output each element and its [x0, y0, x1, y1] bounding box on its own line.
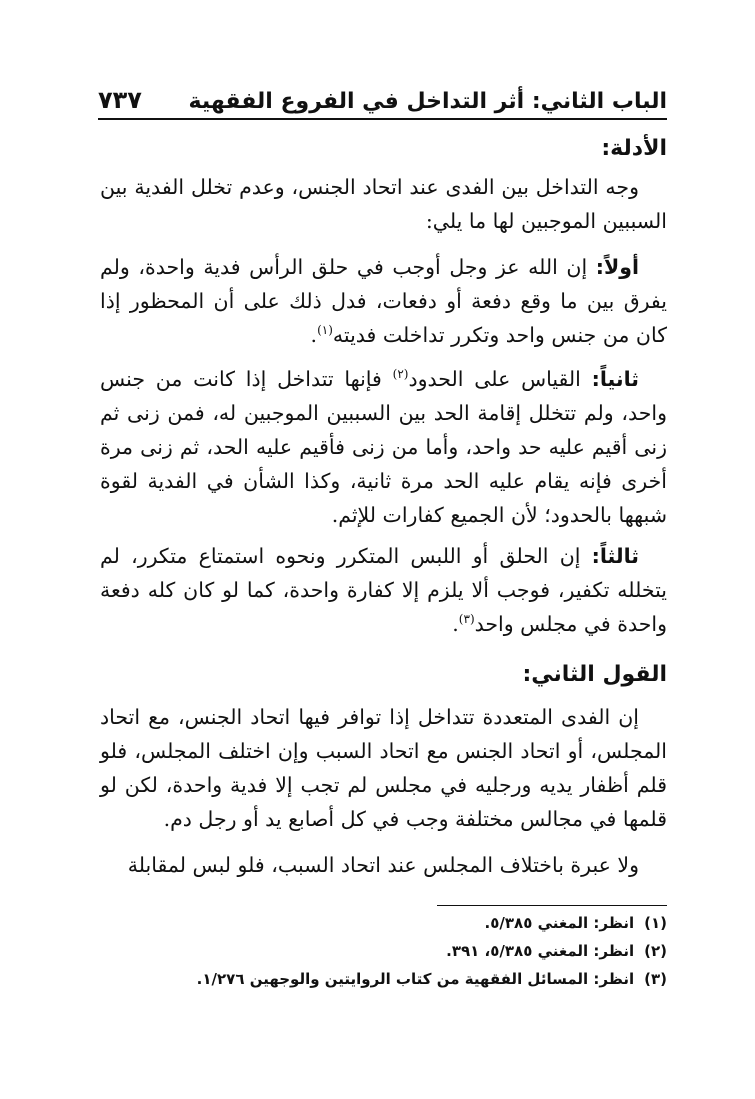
first-text: إن الله عز وجل أوجب في حلق الرأس فدية واحدة، ولم يفرق بين ما وقع دفعة أو دفعات، فدل ذلك على أن المحظور إذا كان من جنس واحد وتكرر تداخلت فديته	[100, 255, 667, 347]
evidence-heading: الأدلة:	[601, 136, 667, 161]
footnote-ref-2[interactable]: (٢)	[392, 367, 409, 382]
first-end: .	[310, 323, 318, 347]
footnote-2	[100, 942, 667, 960]
running-header	[98, 78, 667, 120]
third-end: .	[452, 612, 459, 636]
footnote-number: (٢)	[644, 942, 667, 960]
footnote-text: انظر: المغني ٥/٣٨٥.	[484, 914, 635, 932]
second-lead: ثانياً:	[591, 367, 639, 391]
third-lead: ثالثاً:	[591, 544, 639, 568]
footnote-ref-1[interactable]: (١)	[317, 323, 333, 338]
evidence-third	[100, 539, 667, 641]
second-opinion-para-1: إن الفدى المتعددة تتداخل إذا توافر فيها اتحاد الجنس، مع اتحاد المجلس، أو اتحاد الجنس مع اتحاد السبب وإن اختلف المجلس، فلو قلم أظفار يديه ورجليه في مجلس لم تجب إلا فدية واحدة، لكن لو قلمها في مجالس مختلفة وجب في كل أصابع يد أو رجل دم.	[100, 705, 667, 831]
chapter-title: الباب الثاني: أثر التداخل في الفروع الفقهية	[188, 89, 667, 114]
footnote-3	[100, 970, 667, 988]
second-text-b: فإنها تتداخل إذا كانت من جنس واحد، ولم تتخلل إقامة الحد بين السببين الموجبين له، فمن زنى ثم زنى أقيم عليه حد واحد، وأما من زنى فأقيم عليه الحد، ثم زنى مرة أخرى فإنه يقام عليه الحد مرة ثانية، وكذا الشأن في الفدية لقوة شبهها بالحدود؛ لأن الجميع كفارات للإثم.	[100, 367, 667, 527]
evidence-second	[100, 362, 667, 532]
evidence-intro: وجه التداخل بين الفدى عند اتحاد الجنس، وعدم تخلل الفدية بين السببين الموجبين لها ما يلي:	[100, 175, 667, 233]
page-number: ٧٣٧	[98, 86, 142, 114]
third-text: إن الحلق أو اللبس المتكرر ونحوه استمتاع متكرر، لم يتخلله تكفير، فوجب ألا يلزم إلا كفارة واحدة، كما لو كان كله دفعة واحدة في مجلس واحد	[100, 544, 667, 636]
second-text-a: القياس على الحدود	[408, 367, 592, 391]
second-opinion-para-2: ولا عبرة باختلاف المجلس عند اتحاد السبب، فلو لبس لمقابلة	[127, 853, 639, 877]
evidence-first	[100, 250, 667, 352]
footnote-1	[100, 914, 667, 932]
footnote-separator	[437, 905, 667, 906]
first-lead: أولاً:	[595, 255, 639, 279]
second-opinion-heading: القول الثاني:	[522, 662, 667, 687]
footnote-text: انظر: المسائل الفقهية من كتاب الروايتين والوجهين ١/٢٧٦.	[196, 970, 635, 988]
footnote-ref-3[interactable]: (٣)	[458, 612, 475, 627]
footnote-text: انظر: المغني ٥/٣٨٥، ٣٩١.	[446, 942, 635, 960]
footnote-number: (١)	[644, 914, 667, 932]
footnote-number: (٣)	[644, 970, 667, 988]
